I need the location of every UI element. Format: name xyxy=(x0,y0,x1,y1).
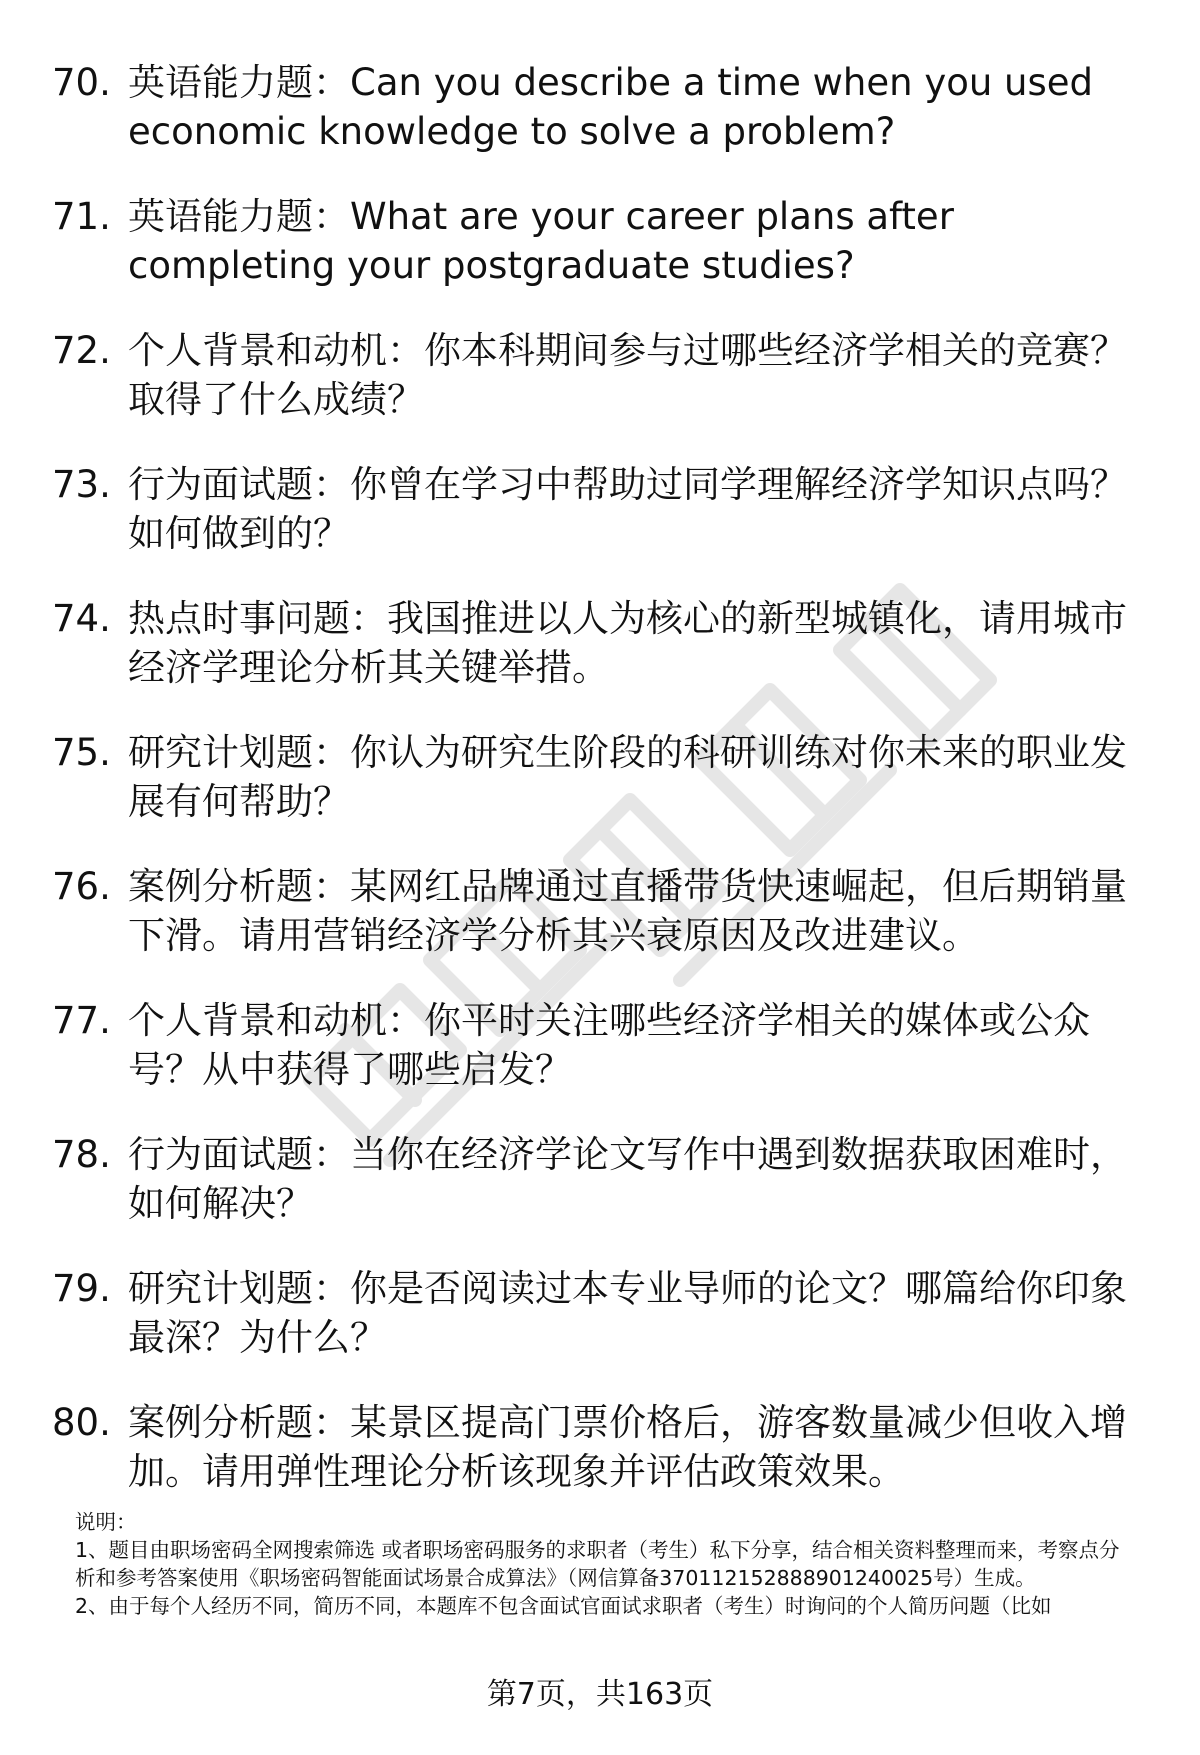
question-text: 行为面试题：当你在经济学论文写作中遇到数据获取困难时，如何解决？ xyxy=(128,1133,1127,1225)
question-text: 案例分析题：某网红品牌通过直播带货快速崛起，但后期销量下滑。请用营销经济学分析其兴衰原因及改进建议。 xyxy=(128,865,1127,957)
question-list xyxy=(52,58,1152,1532)
question-number: 75. xyxy=(52,731,111,774)
question-text: 英语能力题：Can you describe a time when you used economic knowledge to solve a problem? xyxy=(128,61,1094,153)
question-item xyxy=(52,728,1152,826)
question-item xyxy=(52,58,1152,156)
question-number: 72. xyxy=(52,329,111,372)
question-text: 行为面试题：你曾在学习中帮助过同学理解经济学知识点吗？如何做到的？ xyxy=(128,463,1127,555)
question-text: 研究计划题：你认为研究生阶段的科研训练对你未来的职业发展有何帮助？ xyxy=(128,731,1127,823)
question-text: 个人背景和动机：你本科期间参与过哪些经济学相关的竞赛？取得了什么成绩？ xyxy=(128,329,1127,421)
question-item xyxy=(52,326,1152,424)
question-text: 个人背景和动机：你平时关注哪些经济学相关的媒体或公众号？从中获得了哪些启发？ xyxy=(128,999,1090,1091)
question-item xyxy=(52,460,1152,558)
notes-section xyxy=(75,1508,1140,1620)
notes-item: 1、题目由职场密码全网搜索筛选 或者职场密码服务的求职者（考生）私下分享，结合相关资料整理而来，考察点分析和参考答案使用《职场密码智能面试场景合成算法》（网信算备370112152888901240025号）生成。 xyxy=(75,1538,1120,1590)
question-text: 研究计划题：你是否阅读过本专业导师的论文？哪篇给你印象最深？为什么？ xyxy=(128,1267,1127,1359)
question-item xyxy=(52,1264,1152,1362)
page-number: 第7页，共163页 xyxy=(486,1677,714,1712)
question-text: 英语能力题：What are your career plans after completing your postgraduate studies? xyxy=(128,195,954,287)
notes-item: 2、由于每个人经历不同，简历不同，本题库不包含面试官面试求职者（考生）时询问的个人简历问题（比如 xyxy=(75,1594,1052,1618)
question-item xyxy=(52,1398,1152,1496)
question-item xyxy=(52,862,1152,960)
question-number: 79. xyxy=(52,1267,111,1310)
question-item xyxy=(52,996,1152,1094)
question-number: 73. xyxy=(52,463,111,506)
question-item xyxy=(52,192,1152,290)
question-text: 热点时事问题：我国推进以人为核心的新型城镇化，请用城市经济学理论分析其关键举措。 xyxy=(128,597,1127,689)
question-number: 70. xyxy=(52,61,111,104)
question-number: 74. xyxy=(52,597,111,640)
question-number: 71. xyxy=(52,195,111,238)
question-number: 77. xyxy=(52,999,111,1042)
question-item xyxy=(52,1130,1152,1228)
question-text: 案例分析题：某景区提高门票价格后，游客数量减少但收入增加。请用弹性理论分析该现象并评估政策效果。 xyxy=(128,1401,1127,1493)
question-number: 80. xyxy=(52,1401,111,1444)
question-number: 76. xyxy=(52,865,111,908)
question-number: 78. xyxy=(52,1133,111,1176)
question-item xyxy=(52,594,1152,692)
notes-heading: 说明： xyxy=(75,1510,137,1534)
